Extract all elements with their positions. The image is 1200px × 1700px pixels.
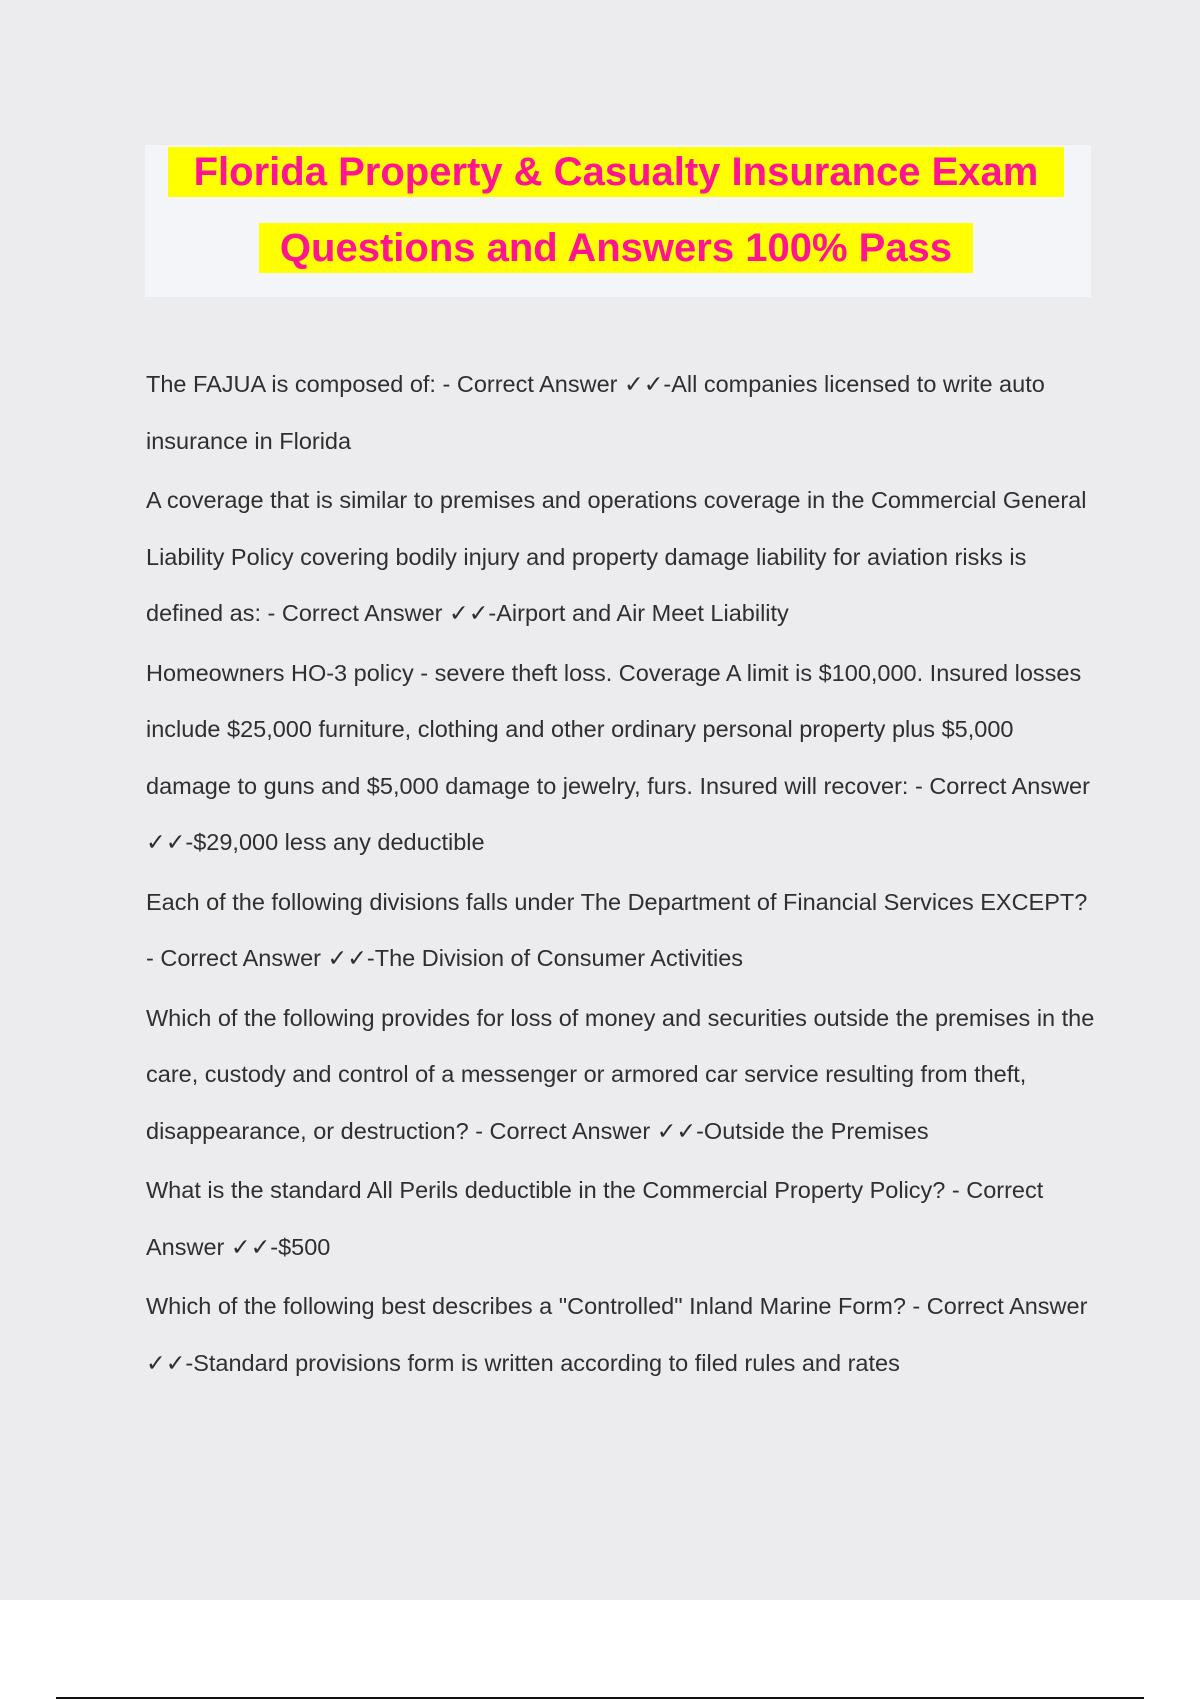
title-block	[145, 145, 1091, 297]
document-title-line-1: Florida Property & Casualty Insurance Exam	[168, 147, 1064, 197]
qa-item: What is the standard All Perils deductible in the Commercial Property Policy? - Correct Answer ✓✓-$500	[146, 1177, 1044, 1260]
qa-item: Each of the following divisions falls under The Department of Financial Services EXCEPT? - Correct Answer ✓✓-The Division of Consumer Activities	[146, 888, 1088, 971]
qa-item: Homeowners HO-3 policy - severe theft loss. Coverage A limit is $100,000. Insured losses include $25,000 furniture, clothing and other ordinary personal property plus $5,000 damage to guns and $5,000 damage to jewelry, furs. Insured will recover: - Correct Answer ✓✓-$29,000 less any deductible	[146, 659, 1090, 855]
qa-list	[146, 356, 1096, 1391]
qa-item: Which of the following best describes a "Controlled" Inland Marine Form? - Correct Answer ✓✓-Standard provisions form is written according to filed rules and rates	[146, 1293, 1088, 1376]
qa-item: The FAJUA is composed of: - Correct Answer ✓✓-All companies licensed to write auto insurance in Florida	[146, 371, 1045, 454]
document-title-line-2: Questions and Answers 100% Pass	[259, 223, 973, 273]
footer-rule	[56, 1697, 1144, 1699]
qa-item: A coverage that is similar to premises and operations coverage in the Commercial General Liability Policy covering bodily injury and property damage liability for aviation risks is defined as: - Correct Answer ✓✓-Airport and Air Meet Liability	[146, 487, 1087, 626]
qa-item: Which of the following provides for loss of money and securities outside the premises in the care, custody and control of a messenger or armored car service resulting from theft, disappearance, or destruction? - Correct Answer ✓✓-Outside the Premises	[146, 1004, 1095, 1144]
